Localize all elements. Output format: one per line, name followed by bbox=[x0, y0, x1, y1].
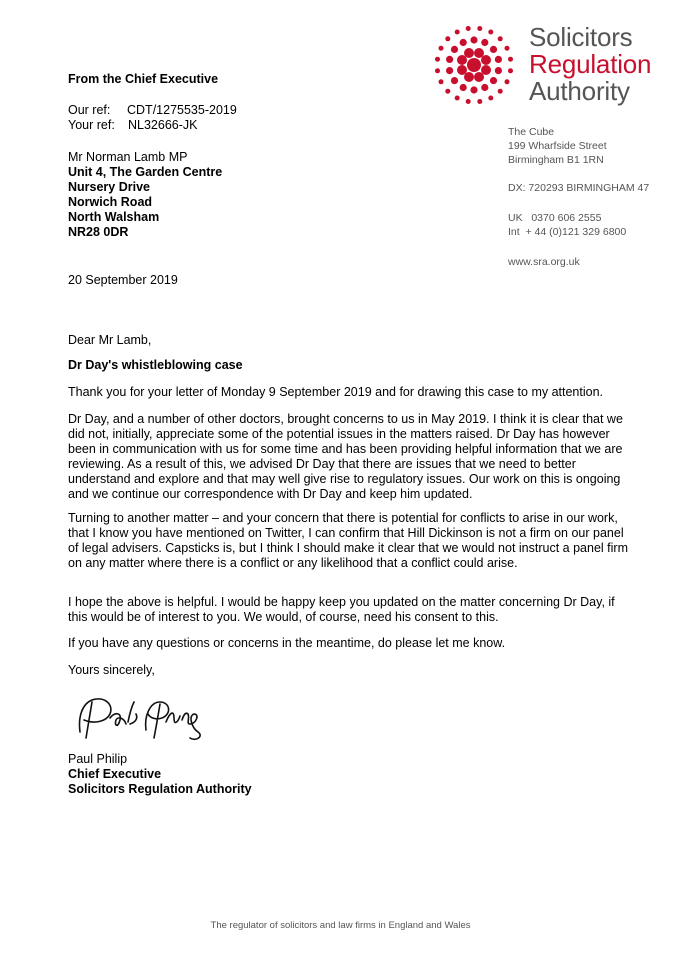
logo-dot bbox=[505, 46, 510, 51]
logo-dot bbox=[464, 48, 474, 58]
logo-dot bbox=[477, 99, 482, 104]
our-ref-label: Our ref: bbox=[68, 103, 111, 117]
sra-logo bbox=[428, 18, 668, 113]
handwritten-signature bbox=[70, 692, 213, 747]
body-paragraph: I hope the above is helpful. I would be happy keep you updated on the matter concerning Dr Day, if this would be of interest to you. We would, of course, need his consent to this. bbox=[68, 595, 615, 624]
salutation: Dear Mr Lamb, bbox=[68, 333, 152, 347]
logo-dot bbox=[474, 72, 484, 82]
sender-phones bbox=[508, 211, 626, 239]
logo-dot bbox=[505, 79, 510, 84]
logo-dot bbox=[477, 26, 482, 31]
body-paragraph: If you have any questions or concerns in the meantime, do please let me know. bbox=[68, 636, 506, 650]
logo-dot bbox=[451, 77, 458, 84]
recipient-address-line: Nursery Drive bbox=[68, 180, 150, 194]
logo-dot bbox=[451, 46, 458, 53]
logo-dot bbox=[460, 39, 467, 46]
from-line: From the Chief Executive bbox=[68, 72, 219, 86]
recipient-address-line: North Walsham bbox=[68, 210, 160, 224]
closing: Yours sincerely, bbox=[68, 663, 155, 677]
logo-dot bbox=[498, 89, 503, 94]
body-paragraph: Turning to another matter – and your concern that there is potential for conflicts to arise in our work, that I know you have mentioned on Twitter, I can confirm that Hill Dickinson is not a firm on our panel of legal advisers. Capsticks is, but I think I should make it clear that we would not instruct a panel firm on any matter where there is a conflict or any likelihood that a conflict could arise. bbox=[68, 511, 628, 570]
logo-dot bbox=[466, 99, 471, 104]
logo-dot bbox=[495, 67, 502, 74]
sender-address bbox=[508, 125, 607, 167]
subject-line: Dr Day's whistleblowing case bbox=[68, 358, 243, 372]
our-ref bbox=[68, 103, 237, 118]
logo-dot bbox=[488, 30, 493, 35]
logo-word-regulation: Regulation bbox=[529, 49, 652, 79]
signatory-block bbox=[68, 752, 252, 797]
logo-dot bbox=[495, 56, 502, 63]
sender-dx: DX: 720293 BIRMINGHAM 47 bbox=[508, 182, 650, 194]
logo-dot bbox=[460, 84, 467, 91]
logo-dot bbox=[435, 68, 440, 73]
body-paragraph: Thank you for your letter of Monday 9 September 2019 and for drawing this case to my attention. bbox=[68, 385, 604, 399]
your-ref-value: NL32666-JK bbox=[128, 118, 198, 132]
footer-tagline: The regulator of solicitors and law firms in England and Wales bbox=[210, 920, 471, 931]
logo-wordmark bbox=[529, 24, 651, 105]
logo-dot bbox=[457, 65, 467, 75]
recipient-address-line: Norwich Road bbox=[68, 195, 153, 209]
sender-website: www.sra.org.uk bbox=[508, 256, 580, 268]
our-ref-value: CDT/1275535-2019 bbox=[127, 103, 237, 117]
your-ref-label: Your ref: bbox=[68, 118, 115, 132]
logo-word-solicitors: Solicitors bbox=[529, 22, 633, 52]
logo-dots-icon bbox=[428, 18, 528, 113]
logo-dot bbox=[446, 56, 453, 63]
logo-dot bbox=[445, 36, 450, 41]
sender-address-line: The Cube bbox=[508, 126, 555, 138]
sender-address-line: Birmingham B1 1RN bbox=[508, 154, 604, 166]
logo-dot bbox=[470, 36, 477, 43]
signatory-organisation: Solicitors Regulation Authority bbox=[68, 782, 252, 796]
logo-dot bbox=[490, 77, 497, 84]
logo-word-authority: Authority bbox=[529, 76, 630, 106]
recipient-name: Mr Norman Lamb MP bbox=[68, 150, 188, 164]
logo-dot bbox=[508, 57, 513, 62]
phone-int: Int + 44 (0)121 329 6800 bbox=[508, 226, 627, 238]
logo-dot bbox=[498, 36, 503, 41]
signature-icon bbox=[70, 692, 213, 747]
signatory-name: Paul Philip bbox=[68, 752, 128, 766]
recipient-postcode: NR28 0DR bbox=[68, 225, 129, 239]
logo-dot bbox=[446, 67, 453, 74]
logo-dot bbox=[455, 96, 460, 101]
logo-dot bbox=[488, 96, 493, 101]
logo-dot bbox=[435, 57, 440, 62]
your-ref bbox=[68, 118, 237, 133]
logo-dot bbox=[481, 84, 488, 91]
letter-date: 20 September 2019 bbox=[68, 273, 178, 287]
logo-dot bbox=[439, 46, 444, 51]
signatory-title: Chief Executive bbox=[68, 767, 162, 781]
sender-address-line: 199 Wharfside Street bbox=[508, 140, 607, 152]
logo-dot bbox=[481, 39, 488, 46]
logo-dot bbox=[490, 46, 497, 53]
logo-dot bbox=[445, 89, 450, 94]
phone-uk: UK 0370 606 2555 bbox=[508, 212, 602, 224]
body-paragraph: Dr Day, and a number of other doctors, brought concerns to us in May 2019. I think it is clear that we did not, initially, appreciate some of the potential issues in the matters raised. Dr Day has however been in communication with us for some time and has been providing helpful information that we are reviewing. As a result of this, we advised Dr Day that there are issues that we need to better understand and explore and that may well give rise to regulatory issues. Our work on this is ongoing and we continue our correspondence with Dr Day and keep him updated. bbox=[68, 412, 623, 501]
logo-dot bbox=[481, 55, 491, 65]
logo-dot bbox=[455, 30, 460, 35]
logo-dot bbox=[467, 58, 481, 72]
logo-dot bbox=[466, 26, 471, 31]
logo-dot bbox=[508, 68, 513, 73]
logo-dot bbox=[439, 79, 444, 84]
logo-dot bbox=[470, 86, 477, 93]
recipient-address-line: Unit 4, The Garden Centre bbox=[68, 165, 223, 179]
reference-block bbox=[68, 103, 237, 133]
recipient-address bbox=[68, 150, 222, 240]
